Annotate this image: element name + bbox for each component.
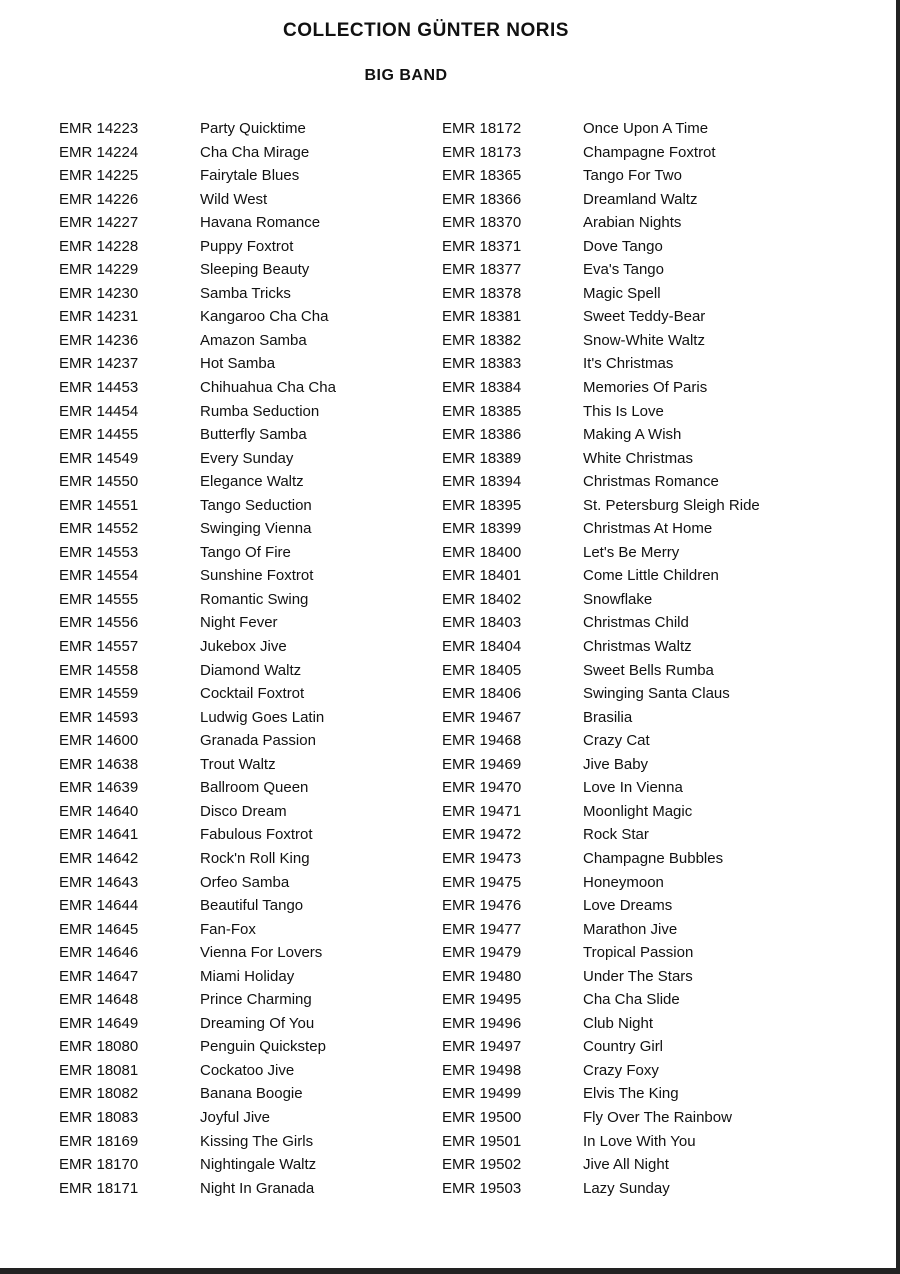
piece-title: Cha Cha Mirage (200, 143, 310, 161)
catalog-code: EMR 18172 (442, 120, 522, 137)
list-item (442, 564, 862, 588)
list-item (59, 823, 479, 847)
list-item (442, 447, 862, 471)
piece-title: Crazy Cat (583, 732, 650, 750)
piece-title: Hot Samba (200, 355, 276, 373)
catalog-code: EMR 19496 (442, 1014, 522, 1032)
piece-title: Jive Baby (583, 755, 649, 773)
piece-title: Country Girl (583, 1038, 664, 1056)
catalog-code: EMR 14230 (59, 284, 139, 302)
piece-title: St. Petersburg Sleigh Ride (583, 496, 760, 514)
catalog-code: EMR 14593 (59, 708, 139, 726)
list-item (59, 517, 479, 541)
catalog-code: EMR 18402 (442, 590, 522, 608)
piece-title: Sweet Bells Rumba (583, 661, 714, 679)
piece-title: Ludwig Goes Latin (200, 708, 325, 726)
piece-title: In Love With You (583, 1132, 696, 1150)
piece-title: Let's Be Merry (583, 543, 680, 561)
list-item (442, 659, 862, 683)
list-item (59, 352, 479, 376)
piece-title: Diamond Waltz (200, 661, 302, 679)
catalog-code: EMR 14550 (59, 473, 139, 491)
list-item (59, 305, 479, 329)
piece-title: This Is Love (583, 402, 664, 420)
catalog-code: EMR 18400 (442, 543, 522, 561)
piece-title: Jukebox Jive (200, 638, 287, 656)
piece-title: Romantic Swing (200, 590, 309, 608)
list-item (59, 164, 479, 188)
list-item (59, 706, 479, 730)
piece-title: Samba Tricks (200, 284, 291, 302)
catalog-code: EMR 14556 (59, 614, 139, 632)
piece-title: Crazy Foxy (583, 1061, 659, 1079)
catalog-code: EMR 14645 (59, 920, 139, 938)
catalog-code: EMR 14552 (59, 520, 139, 538)
catalog-code: EMR 19470 (442, 779, 522, 797)
catalog-code: EMR 14551 (59, 496, 139, 514)
catalog-code: EMR 14549 (59, 449, 139, 467)
list-item (442, 1177, 862, 1201)
piece-title: Rock'n Roll King (200, 849, 310, 867)
list-item (442, 1106, 862, 1130)
list-item (59, 659, 479, 683)
piece-title: Prince Charming (200, 991, 312, 1009)
piece-title: Club Night (583, 1014, 654, 1032)
piece-title: Butterfly Samba (200, 426, 307, 444)
list-item (442, 494, 862, 518)
catalog-code: EMR 18169 (59, 1132, 139, 1150)
catalog-code: EMR 14649 (59, 1014, 139, 1032)
catalog-code: EMR 14553 (59, 543, 139, 561)
list-item (59, 847, 479, 871)
piece-title: Joyful Jive (200, 1108, 271, 1126)
catalog-code: EMR 14227 (59, 214, 139, 232)
catalog-code: EMR 19473 (442, 849, 522, 867)
piece-title: Champagne Foxtrot (583, 143, 716, 161)
catalog-code: EMR 14648 (59, 991, 139, 1009)
piece-title: Arabian Nights (583, 214, 682, 232)
list-item (442, 235, 862, 259)
list-item (442, 400, 862, 424)
list-item (59, 918, 479, 942)
list-item (442, 588, 862, 612)
list-item (442, 352, 862, 376)
piece-title: Rumba Seduction (200, 402, 320, 420)
list-item (59, 400, 479, 424)
list-item (442, 376, 862, 400)
piece-title: Honeymoon (583, 873, 664, 891)
list-item (59, 1035, 479, 1059)
catalog-code: EMR 18384 (442, 379, 522, 397)
piece-title: Jive All Night (583, 1156, 669, 1174)
catalog-code: EMR 14454 (59, 402, 139, 420)
list-item (59, 423, 479, 447)
piece-title: Tropical Passion (583, 944, 694, 962)
list-item (59, 753, 479, 777)
piece-title: Sweet Teddy-Bear (583, 308, 706, 326)
piece-title: Fabulous Foxtrot (200, 826, 313, 844)
list-item (59, 611, 479, 635)
piece-title: Sunshine Foxtrot (200, 567, 314, 585)
list-item (59, 117, 479, 141)
list-item (442, 164, 862, 188)
catalog-code: EMR 18389 (442, 449, 522, 467)
list-item (59, 447, 479, 471)
list-item (442, 1059, 862, 1083)
piece-title: Cockatoo Jive (200, 1061, 295, 1079)
list-item (442, 776, 862, 800)
piece-title: Eva's Tango (583, 261, 664, 279)
list-item (59, 1177, 479, 1201)
catalog-code: EMR 18382 (442, 331, 522, 349)
list-item (59, 682, 479, 706)
piece-title: Dove Tango (583, 237, 663, 255)
catalog-code: EMR 14228 (59, 237, 139, 255)
piece-title: Elvis The King (583, 1085, 679, 1103)
catalog-code: EMR 18082 (59, 1085, 139, 1103)
catalog-code: EMR 14638 (59, 755, 139, 773)
piece-title: Night Fever (200, 614, 278, 632)
piece-title: Beautiful Tango (200, 897, 304, 915)
list-item (59, 329, 479, 353)
piece-title: Swinging Santa Claus (583, 685, 730, 703)
list-item (442, 188, 862, 212)
piece-title: Sleeping Beauty (200, 261, 310, 279)
list-item (59, 1059, 479, 1083)
catalog-code: EMR 14237 (59, 355, 139, 373)
list-item (59, 588, 479, 612)
list-item (59, 258, 479, 282)
list-item (442, 423, 862, 447)
catalog-code: EMR 18395 (442, 496, 522, 514)
catalog-code: EMR 18081 (59, 1061, 139, 1079)
piece-title: Granada Passion (200, 732, 316, 750)
catalog-code: EMR 14225 (59, 167, 139, 185)
list-item (442, 871, 862, 895)
list-item (442, 611, 862, 635)
list-item (442, 823, 862, 847)
list-item (59, 1130, 479, 1154)
piece-title: Memories Of Paris (583, 379, 708, 397)
list-item (442, 211, 862, 235)
list-item (442, 1130, 862, 1154)
catalog-code: EMR 19468 (442, 732, 522, 750)
catalog-code: EMR 14600 (59, 732, 139, 750)
catalog-code: EMR 18365 (442, 167, 522, 185)
list-item (59, 141, 479, 165)
catalog-code: EMR 19499 (442, 1085, 522, 1103)
piece-title: Swinging Vienna (200, 520, 312, 538)
catalog-code: EMR 14554 (59, 567, 139, 585)
piece-title: Elegance Waltz (200, 473, 304, 491)
list-item (59, 1012, 479, 1036)
piece-title: Love In Vienna (583, 779, 683, 797)
piece-title: Vienna For Lovers (200, 944, 323, 962)
list-item (59, 776, 479, 800)
page-subtitle: BIG BAND (364, 67, 448, 84)
catalog-code: EMR 14559 (59, 685, 139, 703)
list-item (59, 188, 479, 212)
piece-title: Under The Stars (583, 967, 693, 985)
catalog-code: EMR 19479 (442, 944, 522, 962)
catalog-code: EMR 14455 (59, 426, 139, 444)
list-item (442, 282, 862, 306)
page-title: COLLECTION GÜNTER NORIS (283, 20, 569, 41)
list-item (442, 847, 862, 871)
catalog-code: EMR 14557 (59, 638, 139, 656)
list-item (59, 894, 479, 918)
list-item (442, 894, 862, 918)
list-item (442, 117, 862, 141)
list-item (59, 1106, 479, 1130)
list-item (442, 305, 862, 329)
piece-title: Miami Holiday (200, 967, 295, 985)
list-item (59, 376, 479, 400)
catalog-code: EMR 19477 (442, 920, 522, 938)
list-item (442, 1035, 862, 1059)
piece-title: Fairytale Blues (200, 167, 300, 185)
catalog-code: EMR 18399 (442, 520, 522, 538)
catalog-code: EMR 18405 (442, 661, 522, 679)
catalog-code: EMR 14229 (59, 261, 139, 279)
list-item (442, 1082, 862, 1106)
piece-title: Rock Star (583, 826, 649, 844)
piece-title: Christmas At Home (583, 520, 713, 538)
list-item (442, 329, 862, 353)
piece-title: Snowflake (583, 590, 653, 608)
piece-title: Dreamland Waltz (583, 190, 698, 208)
piece-title: Tango Seduction (200, 496, 312, 514)
piece-title: Nightingale Waltz (200, 1156, 317, 1174)
catalog-list-right (442, 117, 862, 1200)
catalog-code: EMR 18080 (59, 1038, 139, 1056)
catalog-code: EMR 14642 (59, 849, 139, 867)
catalog-code: EMR 18383 (442, 355, 522, 373)
catalog-code: EMR 14453 (59, 379, 139, 397)
piece-title: Cha Cha Slide (583, 991, 680, 1009)
catalog-code: EMR 18170 (59, 1156, 139, 1174)
piece-title: Fly Over The Rainbow (583, 1108, 732, 1126)
catalog-code: EMR 14223 (59, 120, 139, 137)
catalog-code: EMR 19475 (442, 873, 522, 891)
piece-title: Banana Boogie (200, 1085, 303, 1103)
piece-title: Havana Romance (200, 214, 321, 232)
catalog-code: EMR 14646 (59, 944, 139, 962)
piece-title: Ballroom Queen (200, 779, 309, 797)
catalog-code: EMR 14555 (59, 590, 139, 608)
catalog-code: EMR 18377 (442, 261, 522, 279)
piece-title: It's Christmas (583, 355, 674, 373)
piece-title: Dreaming Of You (200, 1014, 315, 1032)
catalog-code: EMR 14643 (59, 873, 139, 891)
list-item (59, 211, 479, 235)
catalog-code: EMR 14558 (59, 661, 139, 679)
piece-title: Kangaroo Cha Cha (200, 308, 329, 326)
list-item (59, 564, 479, 588)
list-item (442, 1012, 862, 1036)
piece-title: Orfeo Samba (200, 873, 290, 891)
piece-title: Kissing The Girls (200, 1132, 314, 1150)
catalog-code: EMR 19471 (442, 802, 522, 820)
piece-title: Night In Granada (200, 1179, 315, 1197)
catalog-list-left (59, 117, 479, 1200)
piece-title: Every Sunday (200, 449, 294, 467)
catalog-code: EMR 14226 (59, 190, 139, 208)
catalog-code: EMR 18404 (442, 638, 522, 656)
list-item (442, 141, 862, 165)
catalog-code: EMR 19472 (442, 826, 522, 844)
list-item (59, 282, 479, 306)
piece-title: Wild West (200, 190, 268, 208)
list-item (59, 988, 479, 1012)
list-item (442, 258, 862, 282)
piece-title: Christmas Waltz (583, 638, 692, 656)
catalog-code: EMR 18366 (442, 190, 522, 208)
list-item (59, 494, 479, 518)
list-item (442, 918, 862, 942)
list-item (59, 541, 479, 565)
list-item (442, 635, 862, 659)
catalog-code: EMR 14644 (59, 897, 139, 915)
piece-title: Christmas Child (583, 614, 689, 632)
piece-title: Fan-Fox (200, 920, 256, 938)
catalog-code: EMR 19476 (442, 897, 522, 915)
list-item (442, 941, 862, 965)
catalog-code: EMR 18401 (442, 567, 522, 585)
piece-title: Lazy Sunday (583, 1179, 670, 1197)
list-item (442, 682, 862, 706)
list-item (59, 235, 479, 259)
piece-title: Love Dreams (583, 897, 673, 915)
list-item (59, 871, 479, 895)
list-item (442, 965, 862, 989)
piece-title: Tango Of Fire (200, 543, 291, 561)
list-item (442, 753, 862, 777)
piece-title: Once Upon A Time (583, 120, 709, 137)
piece-title: Making A Wish (583, 426, 682, 444)
piece-title: Christmas Romance (583, 473, 719, 491)
piece-title: Chihuahua Cha Cha (200, 379, 336, 397)
piece-title: Snow-White Waltz (583, 331, 705, 349)
catalog-code: EMR 19469 (442, 755, 522, 773)
piece-title: Puppy Foxtrot (200, 237, 294, 255)
catalog-code: EMR 18403 (442, 614, 522, 632)
list-item (59, 1153, 479, 1177)
catalog-code: EMR 18083 (59, 1108, 139, 1126)
list-item (442, 800, 862, 824)
list-item (59, 635, 479, 659)
list-item (442, 517, 862, 541)
catalog-code: EMR 18171 (59, 1179, 139, 1197)
catalog-code: EMR 19498 (442, 1061, 522, 1079)
catalog-code: EMR 19467 (442, 708, 522, 726)
piece-title: Party Quicktime (200, 120, 306, 137)
catalog-code: EMR 14640 (59, 802, 139, 820)
catalog-code: EMR 18370 (442, 214, 522, 232)
catalog-code: EMR 18385 (442, 402, 522, 420)
piece-title: White Christmas (583, 449, 694, 467)
piece-title: Disco Dream (200, 802, 287, 820)
piece-title: Brasilia (583, 708, 633, 726)
catalog-code: EMR 19502 (442, 1156, 522, 1174)
list-item (59, 965, 479, 989)
catalog-code: EMR 14647 (59, 967, 139, 985)
piece-title: Magic Spell (583, 284, 661, 302)
catalog-code: EMR 18378 (442, 284, 522, 302)
catalog-code: EMR 19501 (442, 1132, 522, 1150)
catalog-code: EMR 14641 (59, 826, 139, 844)
list-item (442, 541, 862, 565)
list-item (59, 1082, 479, 1106)
list-item (59, 470, 479, 494)
catalog-code: EMR 14231 (59, 308, 139, 326)
catalog-code: EMR 19503 (442, 1179, 522, 1197)
piece-title: Penguin Quickstep (200, 1038, 326, 1056)
piece-title: Marathon Jive (583, 920, 678, 938)
piece-title: Amazon Samba (200, 331, 307, 349)
catalog-code: EMR 19500 (442, 1108, 522, 1126)
list-item (442, 706, 862, 730)
piece-title: Come Little Children (583, 567, 719, 585)
catalog-code: EMR 18386 (442, 426, 522, 444)
list-item (59, 941, 479, 965)
catalog-code: EMR 18381 (442, 308, 522, 326)
list-item (442, 729, 862, 753)
piece-title: Champagne Bubbles (583, 849, 724, 867)
catalog-code: EMR 18406 (442, 685, 522, 703)
piece-title: Cocktail Foxtrot (200, 685, 305, 703)
catalog-code: EMR 14236 (59, 331, 139, 349)
list-item (442, 1153, 862, 1177)
catalog-code: EMR 19497 (442, 1038, 522, 1056)
piece-title: Tango For Two (583, 167, 682, 185)
catalog-code: EMR 18371 (442, 237, 522, 255)
list-item (442, 470, 862, 494)
catalog-code: EMR 14224 (59, 143, 139, 161)
piece-title: Moonlight Magic (583, 802, 693, 820)
catalog-code: EMR 14639 (59, 779, 139, 797)
catalog-code: EMR 19480 (442, 967, 522, 985)
catalog-code: EMR 19495 (442, 991, 522, 1009)
list-item (59, 800, 479, 824)
piece-title: Trout Waltz (200, 755, 276, 773)
catalog-code: EMR 18173 (442, 143, 522, 161)
list-item (442, 988, 862, 1012)
list-item (59, 729, 479, 753)
catalog-code: EMR 18394 (442, 473, 522, 491)
